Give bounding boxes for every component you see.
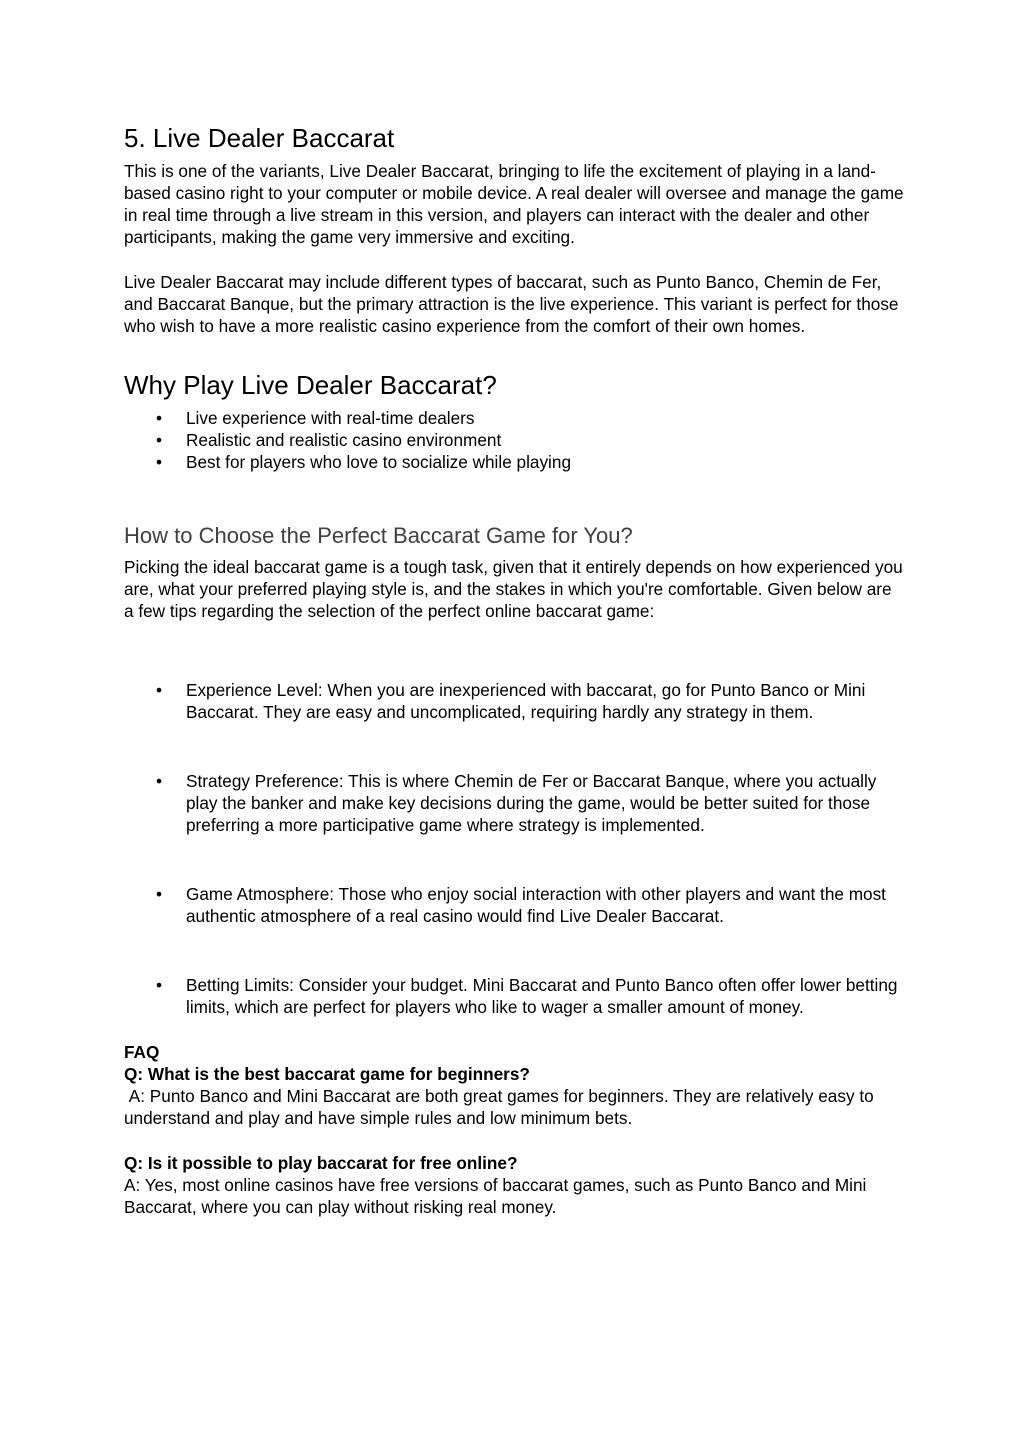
faq-answer-1: A: Punto Banco and Mini Baccarat are both great games for beginners. They are relatively easy to understand and play and have simple rules and low minimum bets.: [124, 1086, 879, 1128]
bullet-icon: •: [156, 884, 163, 904]
list-item-betting-limits: • Betting Limits: Consider your budget. Mini Baccarat and Punto Banco often offer lower betting limits, which are perfect for players who like to wager a smaller amount of money.: [156, 975, 898, 1017]
paragraph-how-to-choose-intro: Picking the ideal baccarat game is a tough task, given that it entirely depends on how experienced you are, what your preferred playing style is, and the stakes in which you're comfortable. Given below are a few tips regarding the selection of the perfect online baccarat game:: [124, 557, 903, 621]
faq-question-2: Q: Is it possible to play baccarat for free online?: [124, 1153, 518, 1173]
document-page: [124, 122, 904, 1218]
bullet-icon: •: [156, 771, 163, 791]
section-heading-why-play: Why Play Live Dealer Baccarat?: [124, 370, 497, 400]
tips-list: [124, 974, 904, 1018]
bullet-icon: •: [156, 430, 163, 450]
list-item-strategy-preference: • Strategy Preference: This is where Chemin de Fer or Baccarat Banque, where you actually play the banker and make key decisions during the game, would be better suited for those preferring a more participative game where strategy is implemented.: [156, 771, 877, 835]
faq-answer-2: A: Yes, most online casinos have free versions of baccarat games, such as Punto Banco and Mini Baccarat, where you can play without risking real money.: [124, 1175, 867, 1217]
tips-list: [124, 770, 904, 836]
list-item-experience-level: • Experience Level: When you are inexperienced with baccarat, go for Punto Banco or Mini Baccarat. They are easy and uncomplicated, requiring hardly any strategy in them.: [156, 680, 866, 722]
paragraph-live-dealer-types: Live Dealer Baccarat may include different types of baccarat, such as Punto Banco, Chemin de Fer, and Baccarat Banque, but the primary attraction is the live experience. This variant is perfect for those who wish to have a more realistic casino experience from the comfort of their own homes.: [124, 272, 899, 336]
section-heading-live-dealer: 5. Live Dealer Baccarat: [124, 123, 395, 153]
bullet-icon: •: [156, 680, 163, 700]
section-heading-how-to-choose: How to Choose the Perfect Baccarat Game for You?: [124, 523, 633, 548]
bullet-icon: •: [156, 975, 163, 995]
list-item-game-atmosphere: • Game Atmosphere: Those who enjoy social interaction with other players and want the most authentic atmosphere of a real casino would find Live Dealer Baccarat.: [156, 884, 886, 926]
faq-question-1: Q: What is the best baccarat game for beginners?: [124, 1064, 530, 1084]
tips-list: [124, 679, 904, 723]
list-item: • Best for players who love to socialize while playing: [156, 452, 571, 472]
tips-list: [124, 883, 904, 927]
faq-title: FAQ: [124, 1042, 160, 1062]
why-play-list: [124, 407, 904, 473]
bullet-icon: •: [156, 408, 163, 428]
bullet-icon: •: [156, 452, 163, 472]
list-item: • Live experience with real-time dealers: [156, 408, 475, 428]
list-item: • Realistic and realistic casino environment: [156, 430, 502, 450]
paragraph-live-dealer-intro: This is one of the variants, Live Dealer Baccarat, bringing to life the excitement of playing in a land-based casino right to your computer or mobile device. A real dealer will oversee and manage the game in real time through a live stream in this version, and players can interact with the dealer and other participants, making the game very immersive and exciting.: [124, 161, 904, 247]
